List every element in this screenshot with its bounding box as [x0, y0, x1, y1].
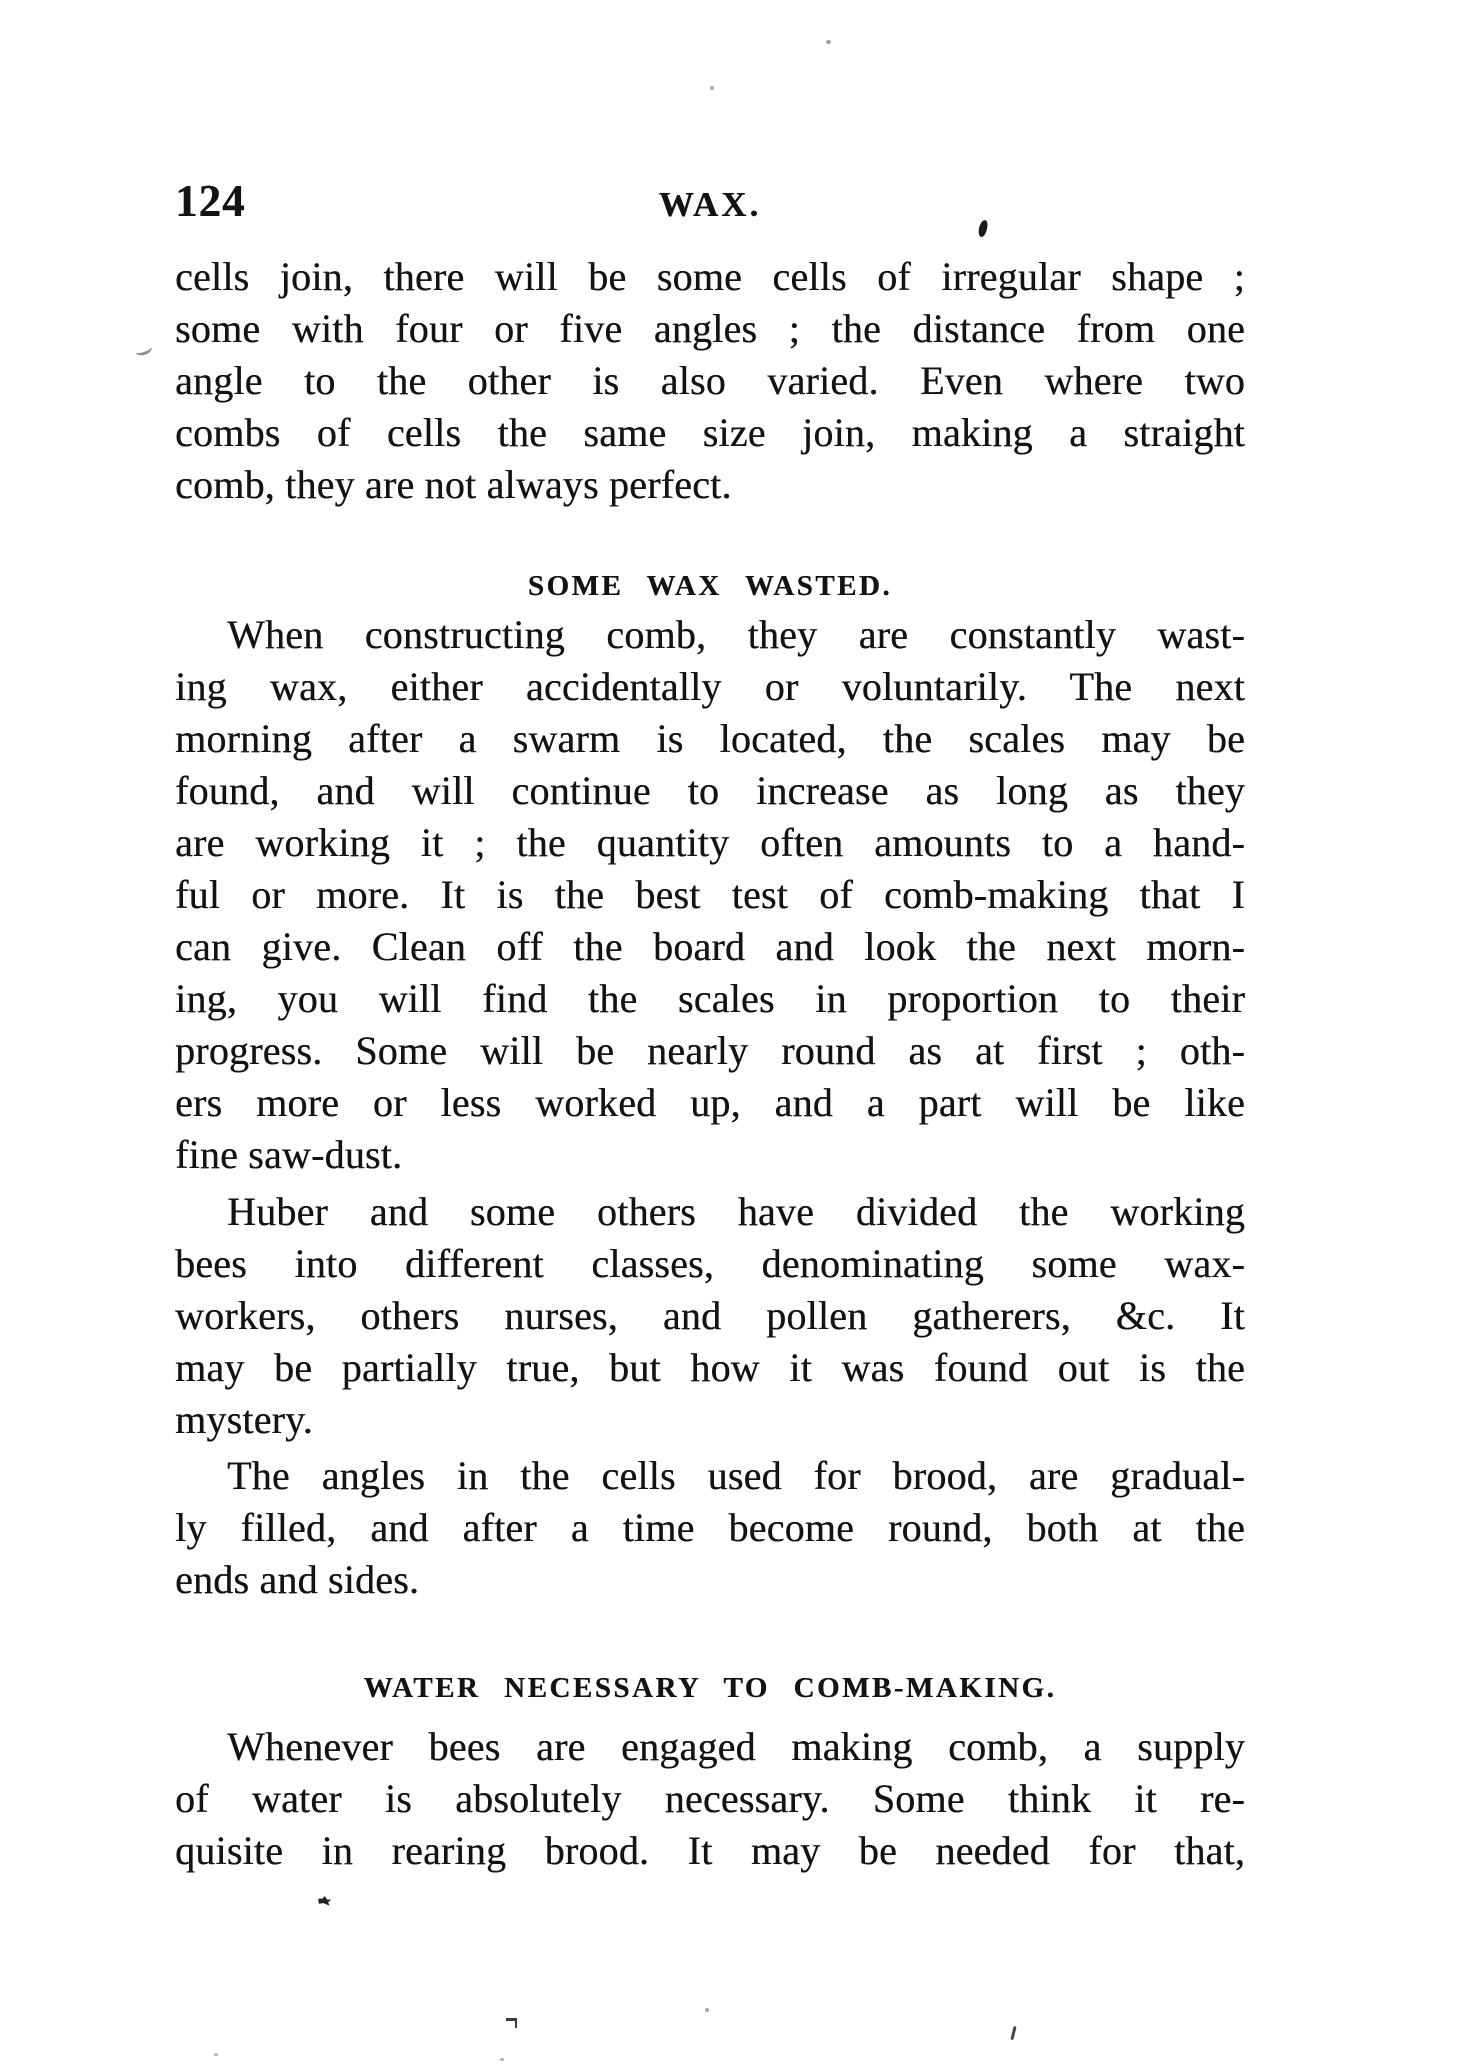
scan-speck [317, 1895, 331, 1906]
paragraph-continuation [175, 251, 1245, 511]
text-line: quisite in rearing brood. It may be needed for that, [175, 1828, 1245, 1873]
text-line: ers more or less worked up, and a part will be like [175, 1080, 1245, 1125]
text-line: are working it ; the quantity often amounts to a hand- [175, 820, 1245, 865]
text-line: ends and sides. [175, 1557, 420, 1602]
scan-speck [500, 2058, 504, 2061]
running-title: WAX. [658, 185, 762, 224]
text-line: workers, others nurses, and pollen gatherers, &c. It [175, 1293, 1245, 1338]
text-line: ing, you will find the scales in proportion to their [175, 976, 1245, 1021]
section-heading: SOME WAX WASTED. [527, 570, 893, 602]
text-line: some with four or five angles ; the distance from one [175, 306, 1245, 351]
text-line: ly filled, and after a time become round, both at the [175, 1505, 1245, 1550]
text-line: The angles in the cells used for brood, are gradual- [227, 1453, 1245, 1498]
text-line: found, and will continue to increase as long as they [175, 768, 1245, 813]
text-line: of water is absolutely necessary. Some think it re- [175, 1776, 1245, 1821]
text-line: angle to the other is also varied. Even where two [175, 358, 1245, 403]
text-line: Whenever bees are engaged making comb, a supply [227, 1724, 1245, 1769]
text-line: fine saw-dust. [175, 1132, 403, 1177]
scan-speck [1010, 2026, 1016, 2040]
text-line: bees into different classes, denominating some wax- [175, 1241, 1245, 1286]
scan-speck [134, 342, 154, 358]
section-heading: WATER NECESSARY TO COMB-MAKING. [363, 1672, 1057, 1704]
text-line: cells join, there will be some cells of irregular shape ; [175, 254, 1245, 299]
paragraph [175, 609, 1245, 1181]
text-line: ful or more. It is the best test of comb-making that I [175, 872, 1245, 917]
paragraph [175, 1450, 1245, 1606]
text-line: progress. Some will be nearly round as at first ; oth- [175, 1028, 1245, 1073]
text-line: combs of cells the same size join, making a straight [175, 410, 1245, 455]
text-line: comb, they are not always perfect. [175, 462, 732, 507]
text-line: When constructing comb, they are constantly wast- [227, 612, 1245, 657]
paragraph [175, 1186, 1245, 1446]
scan-speck [705, 2008, 709, 2012]
scan-speck [214, 2053, 218, 2056]
text-line: may be partially true, but how it was found out is the [175, 1345, 1245, 1390]
page-header [175, 176, 1245, 226]
text-line: mystery. [175, 1397, 313, 1442]
scan-speck [710, 86, 714, 90]
paragraph [175, 1721, 1245, 1877]
scan-speck [826, 40, 831, 44]
text-line: Huber and some others have divided the working [227, 1189, 1245, 1234]
page-number: 124 [175, 176, 246, 226]
text-line: can give. Clean off the board and look the next morn- [175, 924, 1245, 969]
scan-speck [506, 2018, 517, 2028]
text-line: morning after a swarm is located, the scales may be [175, 716, 1245, 761]
text-line: ing wax, either accidentally or voluntarily. The next [175, 664, 1245, 709]
